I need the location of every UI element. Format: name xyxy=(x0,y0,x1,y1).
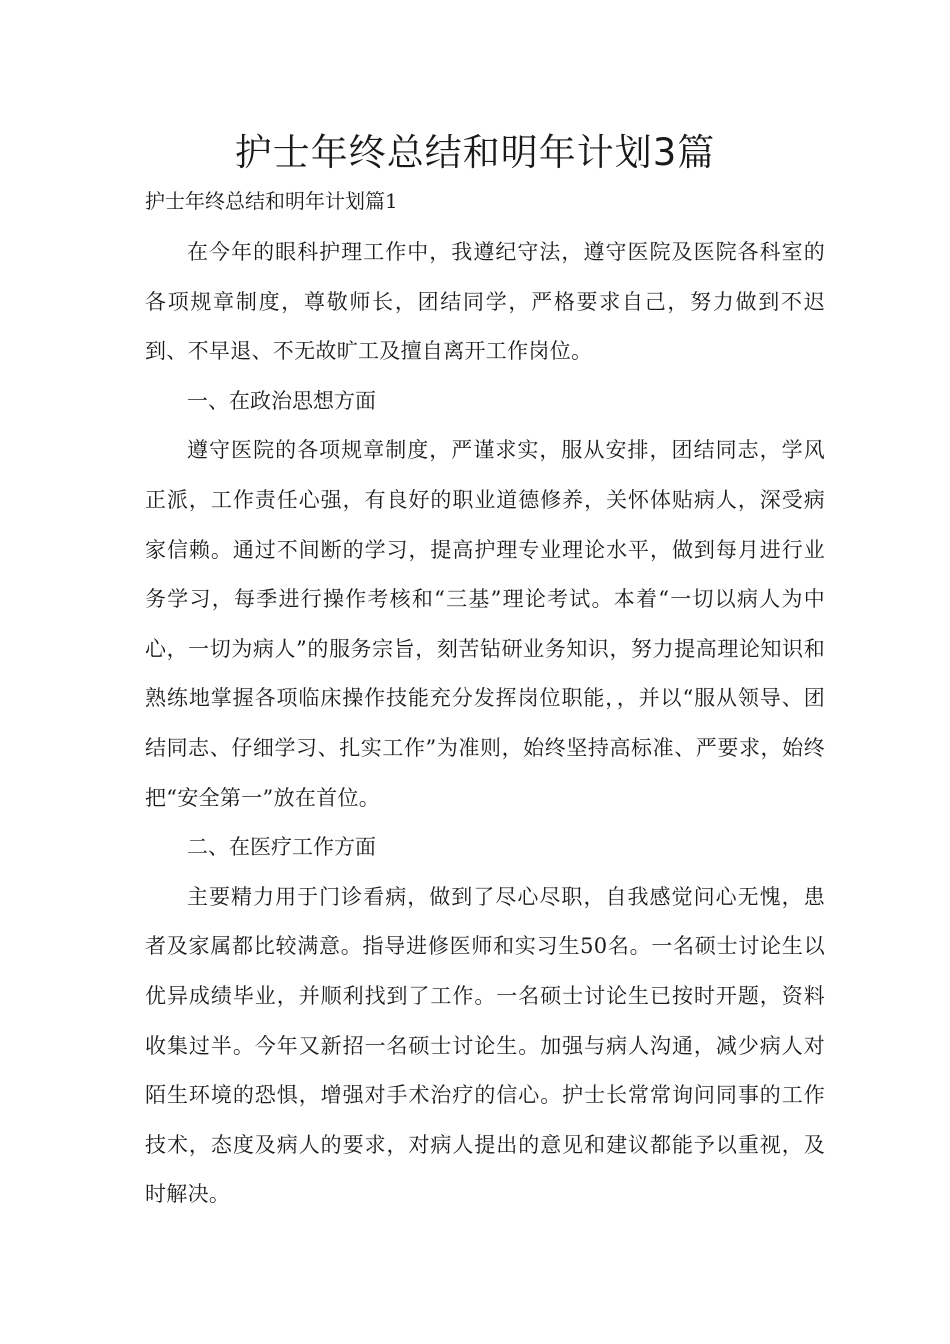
paragraph-political: 遵守医院的各项规章制度，严谨求实，服从安排，团结同志，学风正派，工作责任心强，有良好的职业道德修养，关怀体贴病人，深受病家信赖。通过不间断的学习，提高护理专业理论水平，做到每月进行业务学习，每季进行操作考核和“三基”理论考试。本着“一切以病人为中心，一切为病人”的服务宗旨，刻苦钻研业务知识，努力提高理论知识和熟练地掌握各项临床操作技能充分发挥岗位职能，，并以“服从领导、团结同志、仔细学习、扎实工作”为准则，始终坚持高标准、严要求，始终把“安全第一”放在首位。 xyxy=(145,438,825,810)
document-subtitle: 护士年终总结和明年计划篇1 xyxy=(145,189,398,213)
paragraph-medical: 主要精力用于门诊看病，做到了尽心尽职，自我感觉问心无愧，患者及家属都比较满意。指导进修医师和实习生50名。一名硕士讨论生以优异成绩毕业，并顺利找到了工作。一名硕士讨论生已按时开题，资料收集过半。今年又新招一名硕士讨论生。加强与病人沟通，减少病人对陌生环境的恐惧，增强对手术治疗的信心。护士长常常询问同事的工作技术，态度及病人的要求，对病人提出的意见和建议都能予以重视，及时解决。 xyxy=(145,884,825,1207)
section-heading-medical: 二、在医疗工作方面 xyxy=(187,835,376,860)
paragraph-intro: 在今年的眼科护理工作中，我遵纪守法，遵守医院及医院各科室的各项规章制度，尊敬师长，团结同学，严格要求自己，努力做到不迟到、不早退、不无故旷工及擅自离开工作岗位。 xyxy=(145,240,825,364)
document-title: 护士年终总结和明年计划3篇 xyxy=(234,131,716,174)
document-body xyxy=(145,228,825,1220)
section-heading-political: 一、在政治思想方面 xyxy=(187,388,376,413)
